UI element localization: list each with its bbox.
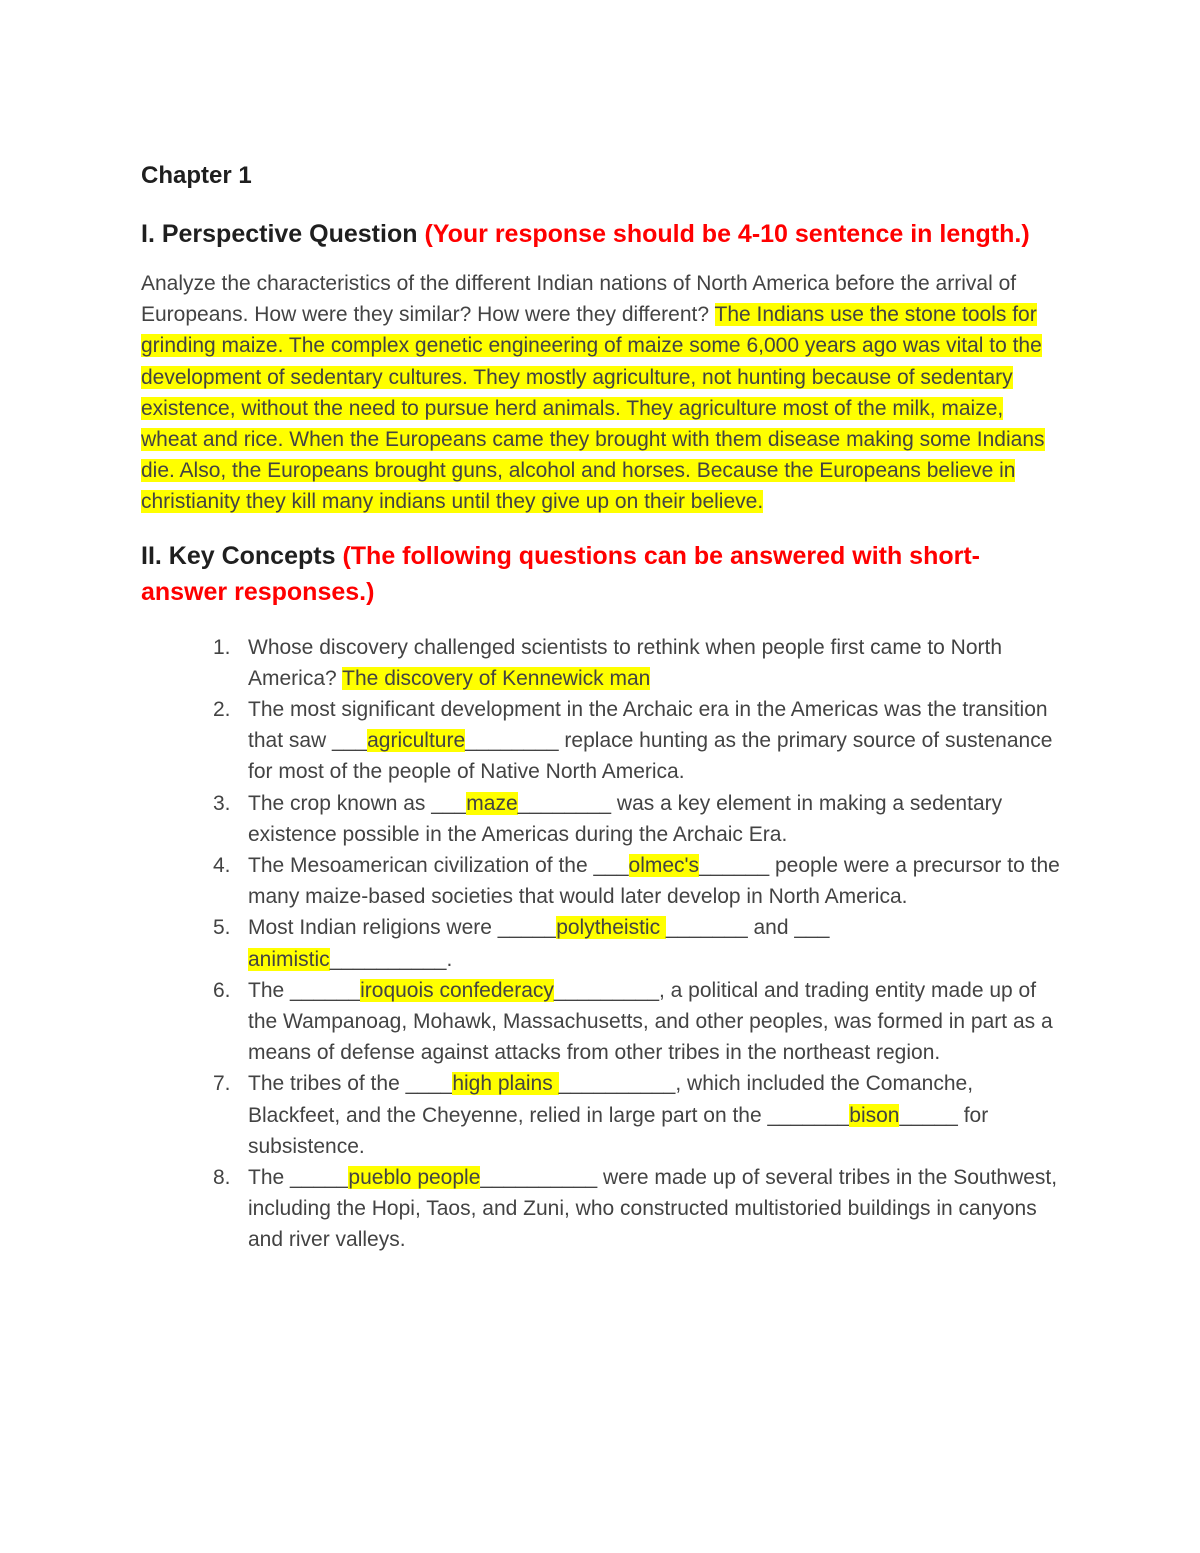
question-text: The Mesoamerican civilization of the ___ [248, 854, 629, 878]
question-text: ________ replace hunting as the primary source of sustenance for most of the people of Native North America. [248, 729, 1053, 784]
question-text: __________ were made up of several tribes in the Southwest, including the Hopi, Taos, and Zuni, who constructed multistoried buildings in canyons and river valleys. [248, 1166, 1058, 1252]
list-number: 4. [213, 854, 231, 878]
list-item [141, 632, 1061, 694]
list-number: 2. [213, 698, 231, 722]
answer-highlight: animistic [248, 947, 330, 971]
list-number: 5. [213, 916, 231, 940]
question-text: ________ was a key element in making a sedentary existence possible in the Americas during the Archaic Era. [248, 791, 1003, 846]
section2-title: II. Key Concepts [141, 541, 336, 570]
question-text: __________, which included the Comanche, Blackfeet, and the Cheyenne, relied in large part on the _______ [248, 1072, 974, 1127]
section2-heading [141, 538, 1061, 610]
question-text: _____ for subsistence. [248, 1103, 989, 1158]
document-page [141, 158, 1061, 1256]
perspective-paragraph [141, 268, 1061, 518]
question-text: _________, a political and trading entity made up of the Wampanoag, Mohawk, Massachusetts, and other peoples, was formed in part as a means of defense against attacks from other tribes in the northeast region. [248, 978, 1053, 1065]
answer-highlight: olmec's [628, 854, 700, 878]
section1-note: (Your response should be 4-10 sentence in length.) [424, 220, 1030, 248]
list-number: 6. [213, 978, 231, 1002]
list-item [141, 975, 1061, 1069]
question-text: __________. [329, 947, 453, 971]
perspective-answer: The Indians use the stone tools for grinding maize. The complex genetic engineering of maize some 6,000 years ago was vital to the development of sedentary cultures. They mostly agriculture, not hunting because of sedentary existence, without the need to pursue herd animals. They agriculture most of the milk, maize, wheat and rice. When the Europeans came they brought with them disease making some Indians die. Also, the Europeans brought guns, alcohol and horses. Because the Europeans believe in christianity they kill many indians until they give up on their believe. [141, 303, 1045, 514]
list-item [141, 788, 1061, 850]
answer-highlight: high plains [452, 1072, 559, 1096]
answer-highlight: pueblo people [348, 1166, 481, 1190]
question-text: The ______ [248, 978, 361, 1002]
question-text: Most Indian religions were _____ [248, 916, 557, 940]
answer-highlight: maze [466, 791, 518, 815]
list-item [141, 1068, 1061, 1162]
section1-heading [141, 216, 1061, 252]
perspective-question: Analyze the characteristics of the different Indian nations of North America before the arrival of Europeans. How were they similar? How were they different? [141, 272, 1017, 327]
list-item [141, 1162, 1061, 1256]
chapter-title: Chapter 1 [141, 162, 252, 189]
question-text: The _____ [248, 1166, 349, 1190]
key-concepts-list [141, 632, 1061, 1256]
list-number: 1. [213, 635, 231, 659]
question-text: _______ and ___ [665, 916, 830, 940]
section2-note: (The following questions can be answered with short-answer responses.) [141, 541, 981, 606]
answer-highlight: polytheistic [556, 916, 666, 940]
list-item [141, 694, 1061, 788]
list-item [141, 850, 1061, 912]
list-number: 7. [213, 1072, 231, 1096]
question-text: ______ people were a precursor to the many maize-based societies that would later develop in North America. [248, 854, 1060, 909]
question-text: Whose discovery challenged scientists to rethink when people first came to North America? [248, 635, 1003, 690]
question-text: The most significant development in the Archaic era in the Americas was the transition that saw ___ [248, 698, 1048, 753]
section1-title: I. Perspective Question [141, 220, 418, 248]
answer-highlight: The discovery of Kennewick man [342, 666, 651, 690]
answer-highlight: bison [849, 1103, 900, 1127]
question-text: The crop known as ___ [248, 791, 467, 815]
answer-highlight: iroquois confederacy [360, 978, 554, 1002]
list-number: 3. [213, 791, 231, 815]
list-number: 8. [213, 1166, 231, 1190]
answer-highlight: agriculture [367, 729, 466, 753]
question-text: The tribes of the ____ [248, 1072, 453, 1096]
list-item [141, 912, 1061, 974]
